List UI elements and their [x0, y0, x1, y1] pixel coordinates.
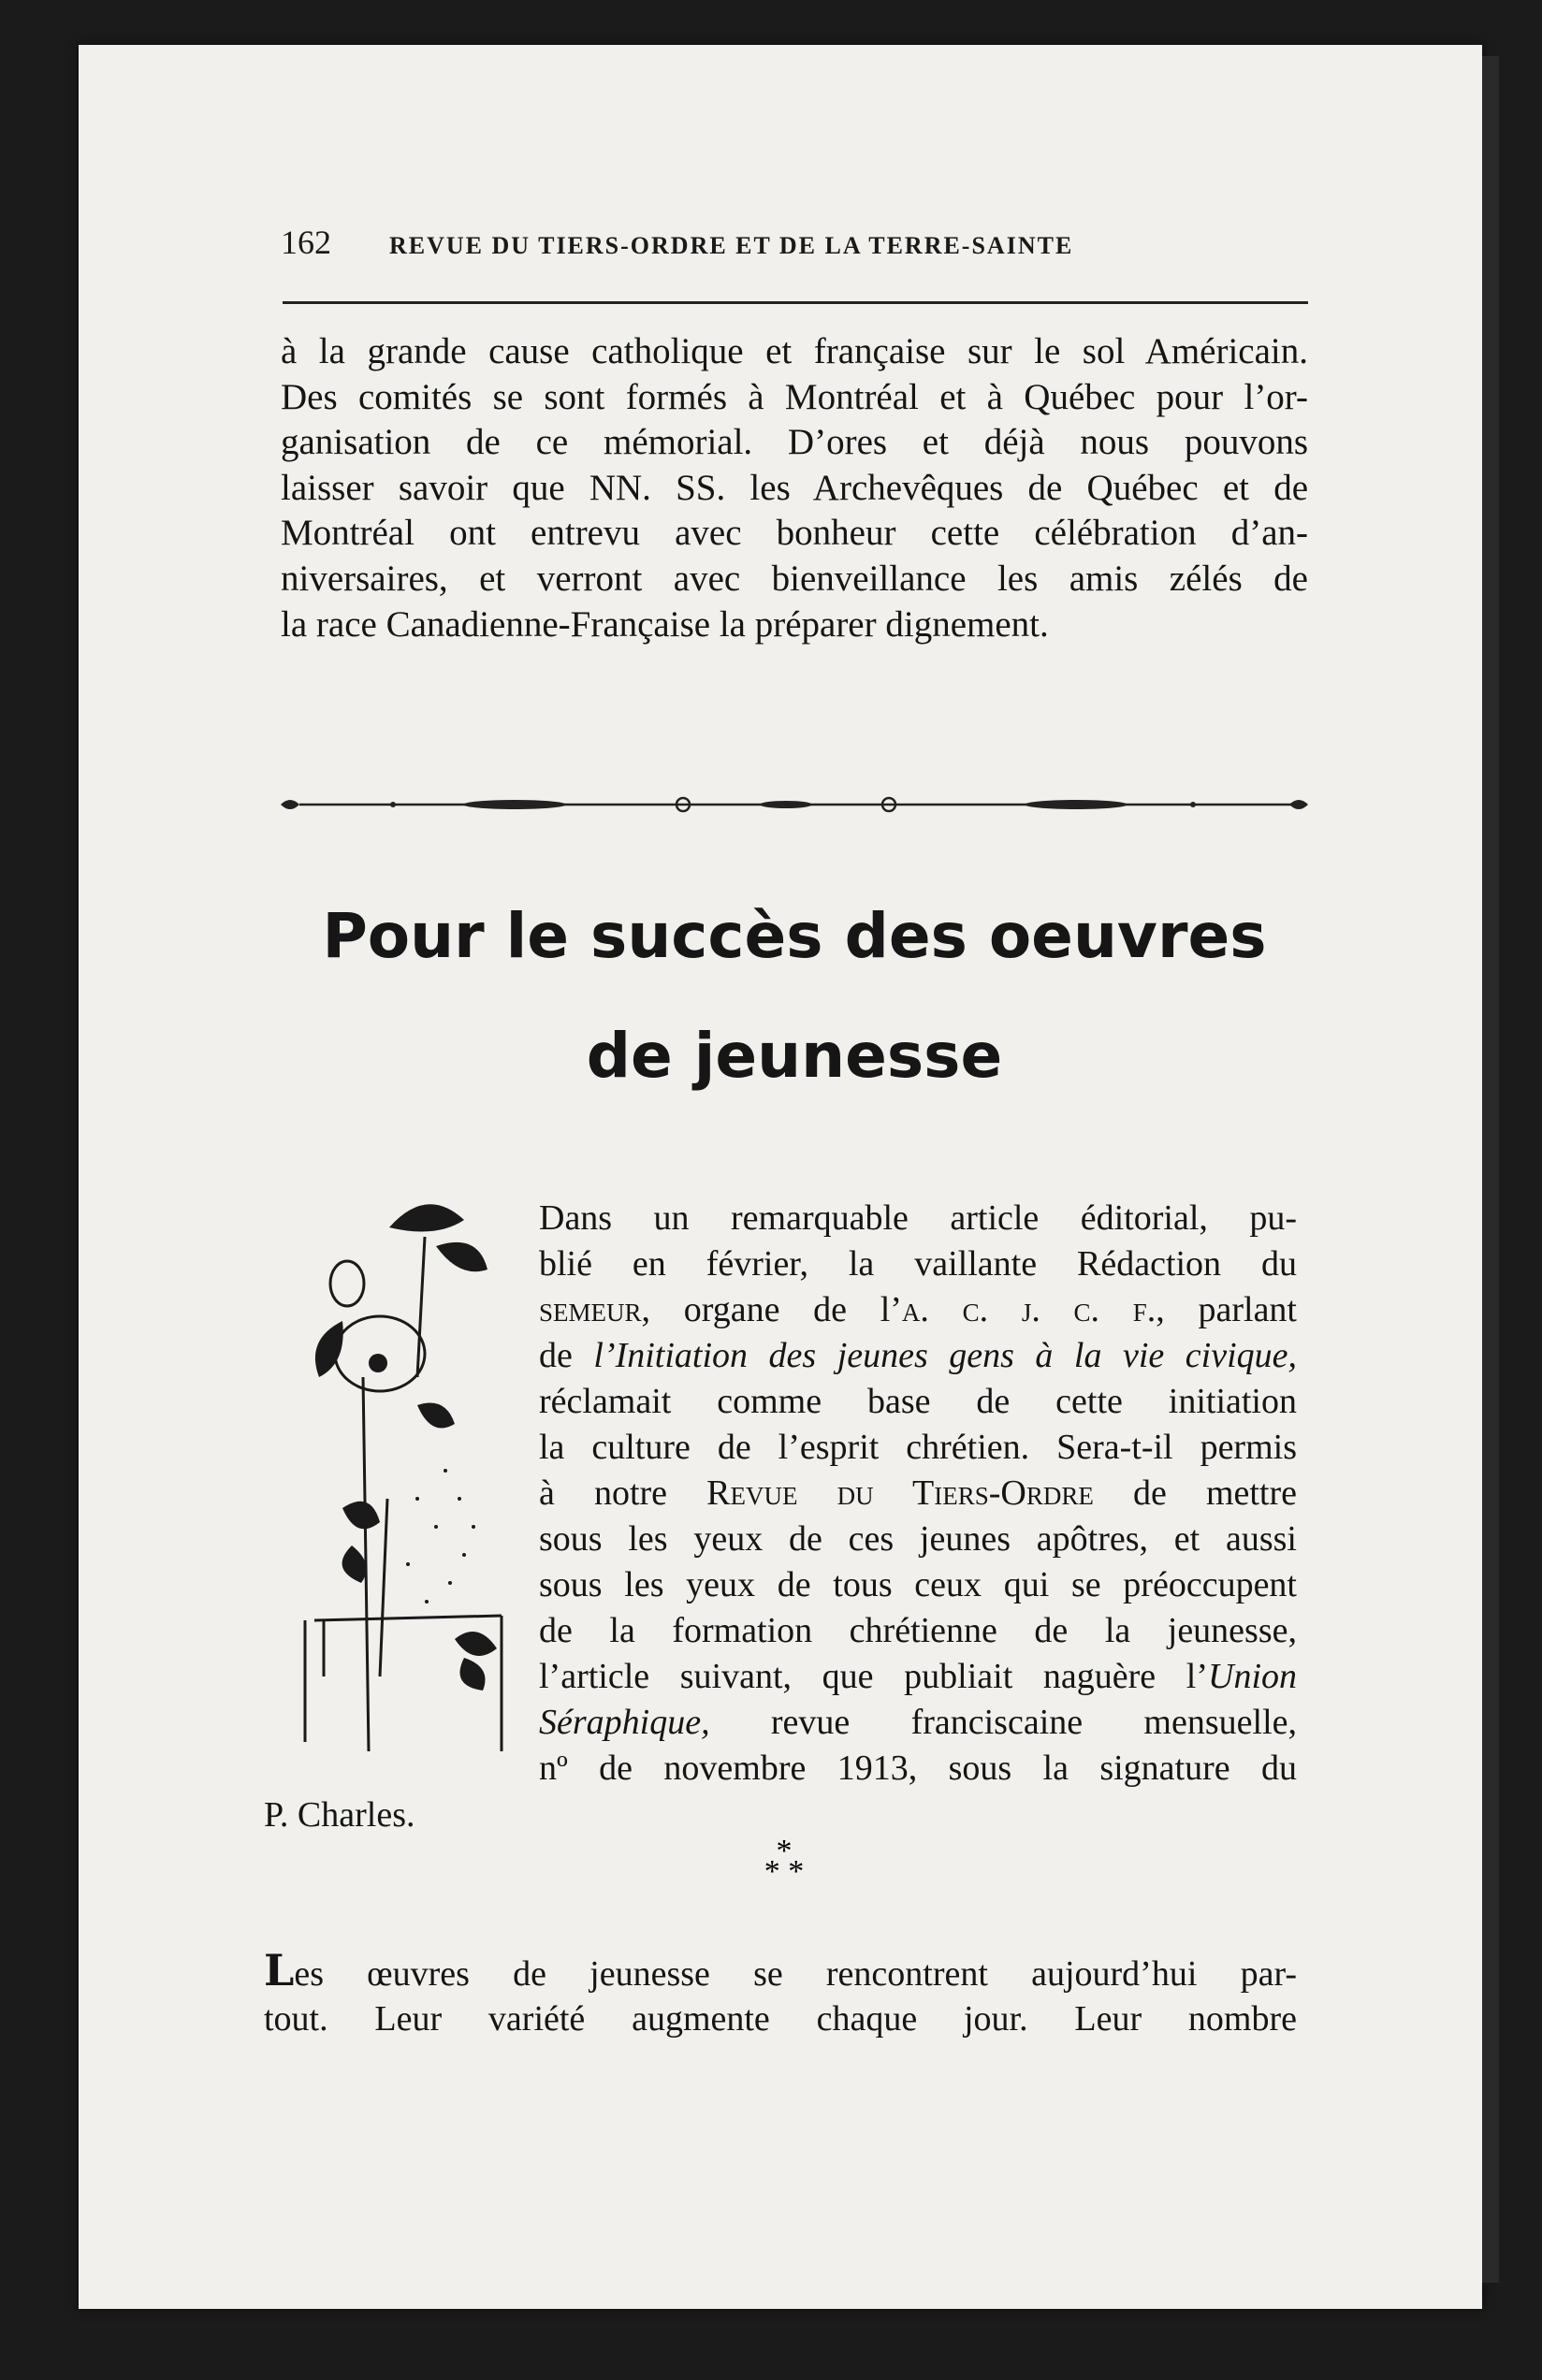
body-line: [264, 1945, 1297, 1996]
intro-line: sous les yeux de ces jeunes apôtres, et aussi: [539, 1519, 1297, 1559]
paragraph-line: Montréal ont entrevu avec bonheur cette célébration d’an-: [281, 513, 1308, 554]
paragraph-line: Des comités se sont formés à Montréal et à Québec pour l’or-: [281, 376, 1308, 417]
intro-line: nº de novembre 1913, sous la signature du: [539, 1749, 1297, 1788]
paragraph-line: à la grande cause catholique et française sur le sol Américain.: [281, 331, 1308, 371]
body-line: tout. Leur variété augmente chaque jour. Leur nombre: [264, 1999, 1297, 2039]
intro-line: Dans un remarquable article éditorial, pu-: [539, 1198, 1297, 1238]
intro-line: [539, 1700, 1297, 1746]
acjcf-name: a. c. j. c. f.: [901, 1290, 1156, 1329]
intro-line: [539, 1471, 1297, 1517]
flower-illustration: [277, 1190, 528, 1779]
intro-text: à notre: [539, 1473, 707, 1513]
intro-text: revue franciscaine mensuelle,: [709, 1703, 1297, 1742]
body-text: es œuvres de jeunesse se rencontrent aujourd’hui par-: [294, 1954, 1297, 1994]
drop-cap: L: [264, 1945, 295, 1995]
article-reference: l’Initiation des jeunes gens à la vie civique,: [593, 1336, 1297, 1375]
intro-text: de: [539, 1336, 594, 1375]
revue-name: Revue du Tiers-Ordre: [706, 1473, 1094, 1513]
intro-text: , organe de l’: [641, 1290, 902, 1329]
header-rule: [283, 301, 1308, 304]
intro-line: réclamait comme base de cette initiation: [539, 1382, 1297, 1421]
asterism: * * *: [764, 1834, 805, 1889]
intro-text: , parlant: [1156, 1290, 1297, 1329]
intro-line: [539, 1654, 1297, 1700]
intro-line: sous les yeux de tous ceux qui se préoccupent: [539, 1565, 1297, 1604]
intro-line: blié en février, la vaillante Rédaction du: [539, 1244, 1297, 1284]
intro-line: [539, 1333, 1297, 1379]
paragraph-line: niversaires, et verront avec bienveillance les amis zélés de: [281, 558, 1308, 599]
page-edge: [1482, 56, 1499, 2283]
intro-line: la culture de l’esprit chrétien. Sera-t-il permis: [539, 1428, 1297, 1467]
semeur-name: semeur: [539, 1290, 642, 1329]
intro-line: [539, 1287, 1297, 1333]
intro-line: de la formation chrétienne de la jeunesse,: [539, 1611, 1297, 1650]
paragraph-line: la race Canadienne-Française la préparer dignement.: [281, 603, 1049, 645]
article-title-line: de jeunesse: [586, 1020, 1003, 1092]
signature: P. Charles.: [264, 1795, 415, 1835]
body-paragraph: [264, 1945, 1297, 2041]
intro-text: l’article suivant, que publiait naguère l’: [539, 1657, 1208, 1696]
seraphique-name: Séraphique,: [539, 1703, 710, 1742]
running-title: REVUE DU TIERS-ORDRE ET DE LA TERRE-SAINTE: [389, 232, 1074, 259]
article-title-line: Pour le succès des oeuvres: [322, 900, 1267, 972]
intro-text: de mettre: [1093, 1473, 1297, 1513]
union-name: Union: [1208, 1657, 1297, 1696]
paragraph-line: ganisation de ce mémorial. D’ores et déjà nous pouvons: [281, 422, 1308, 463]
opening-paragraph: [281, 329, 1308, 647]
decorative-rule: [281, 786, 1308, 823]
page-number: 162: [281, 224, 331, 261]
intro-paragraph: [539, 1196, 1297, 1792]
paragraph-line: laisser savoir que NN. SS. les Archevêques de Québec et de: [281, 467, 1308, 508]
running-header: [281, 223, 1308, 269]
